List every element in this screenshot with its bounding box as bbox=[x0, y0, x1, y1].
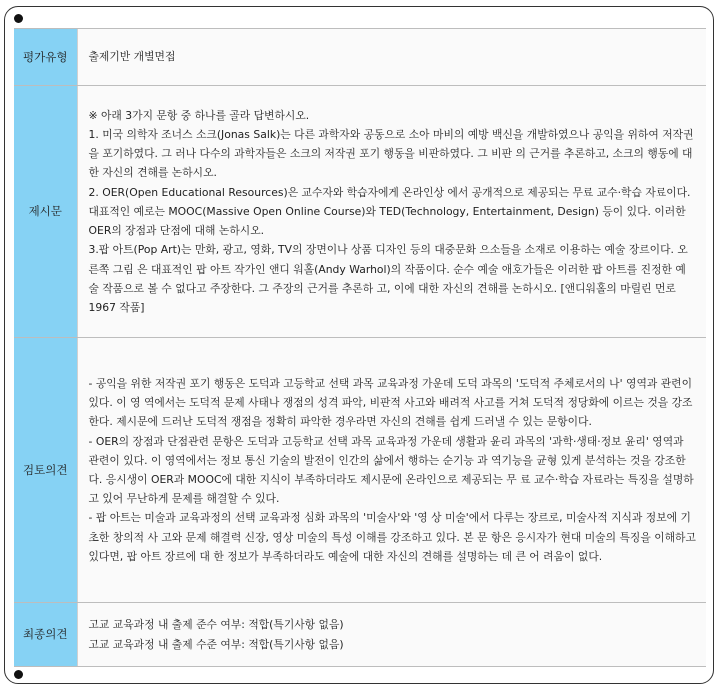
row-header: 제시문 bbox=[14, 86, 77, 338]
binder-hole bbox=[14, 14, 23, 23]
row-content bbox=[77, 338, 706, 603]
row-content bbox=[77, 86, 706, 338]
question-3: 3.팝 아트(Pop Art)는 만화, 광고, 영화, TV의 장면이나 상품 디자인 등의 대중문화 으소들을 소재로 이용하는 예술 장르이다. 오른쪽 그림 은 대표적인 팝 아트 작가인 앤디 워홀(Andy Warhol)의 작품이다. 순수 예술 애호가들은 이러한 팝 아트를 진정한 예술 작품으로 볼 수 없다고 주장한다. 그 주장의 근거를 추론하 고, 이에 대한 자신의 견해를 논하시오. [앤디워홀의 마릴린 먼로 1967 작품] bbox=[88, 243, 688, 314]
content-line: 고교 교육과정 내 출제 수준 여부: 적합(특기사항 없음) bbox=[88, 637, 344, 651]
binder-hole bbox=[14, 670, 23, 679]
content-line: ※ 아래 3가지 문항 중 하나를 골라 답변하시오. bbox=[88, 108, 310, 122]
row-header: 평가유형 bbox=[14, 29, 77, 86]
review-item: - OER의 장점과 단점관련 문항은 도덕과 고등학교 선택 과목 교육과정 가운데 생활과 윤리 과목의 '과학·생태·정보 윤리' 영역과 관련이 있다. 이 영역에서는 정보 통신 기술의 발전이 인간의 삶에서 행하는 순기능 과 역기능을 균형 있게 분석하는 것을 강조한다. 응시생이 OER과 MOOC에 대한 지식이 부족하더라도 제시문에 온라인으로 제공되는 무 료 교수·학습 자료라는 특징을 설명하고 있어 무난하게 문제를 해결할 수 있다. bbox=[88, 434, 694, 506]
question-2: 2. OER(Open Educational Resources)은 교수자와 학습자에게 온라인상 에서 공개적으로 제공되는 무료 교수·학습 자료이다. 대표적인 예로는 MOOC(Massive Open Online Course)와 TED(Technology, Entertainment, Design) 등이 있다. 이러한 OER의 장점과 단점에 대해 논하시오. bbox=[88, 185, 691, 238]
row-content bbox=[77, 603, 706, 667]
row-header: 최종의견 bbox=[14, 603, 77, 667]
row-review bbox=[14, 338, 706, 603]
row-prompt bbox=[14, 86, 706, 338]
row-evaluation-type bbox=[14, 29, 706, 86]
row-final bbox=[14, 603, 706, 667]
content-line: 출제기반 개별면접 bbox=[88, 50, 176, 64]
content-line: 고교 교육과정 내 출제 준수 여부: 적합(특기사항 없음) bbox=[88, 618, 344, 632]
row-header: 검토의견 bbox=[14, 338, 77, 603]
review-item: - 팝 아트는 미술과 교육과정의 선택 교육과정 심화 과목의 '미술사'와 '영 상 미술'에서 다루는 장르로, 미술사적 지식과 정보에 기초한 창의적 사 고와 문제 해결력 신장, 영상 미술의 특성 이해를 강조하고 있다. 본 문 항은 응시자가 현대 미술의 특징을 이해하고 있다면, 팝 아트 장르에 대 한 정보가 부족하더라도 예술에 대한 자신의 견해를 설명하는 데 큰 어 려움이 없다. bbox=[88, 511, 696, 563]
review-item: - 공익을 위한 저작권 포기 행동은 도덕과 고등학교 선택 과목 교육과정 가운데 도덕 과목의 '도덕적 주체로서의 나' 영역과 관련이 있다. 이 영 역에서는 도덕적 문제 사태나 쟁점의 성격 파악, 비판적 사고와 배려적 사고를 거쳐 도덕적 정당화에 이르는 것을 강조한다. 제시문에 드러난 도덕적 쟁점을 정확히 파악한 경우라면 자신의 견해를 쉽게 드러낼 수 있는 문항이다. bbox=[88, 376, 693, 429]
evaluation-table bbox=[14, 28, 706, 667]
question-1: 1. 미국 의학자 조너스 소크(Jonas Salk)는 다른 과학자와 공동으로 소아 마비의 예방 백신을 개발하였으나 공익을 위하여 저작권을 포기하였다. 그 러나 다수의 과학자들은 소크의 저작권 포기 행동을 비판하였다. 그 비판 의 근거를 추론하고, 소크의 행동에 대한 자신의 견해를 논하시오. bbox=[88, 128, 694, 180]
row-content bbox=[77, 29, 706, 86]
